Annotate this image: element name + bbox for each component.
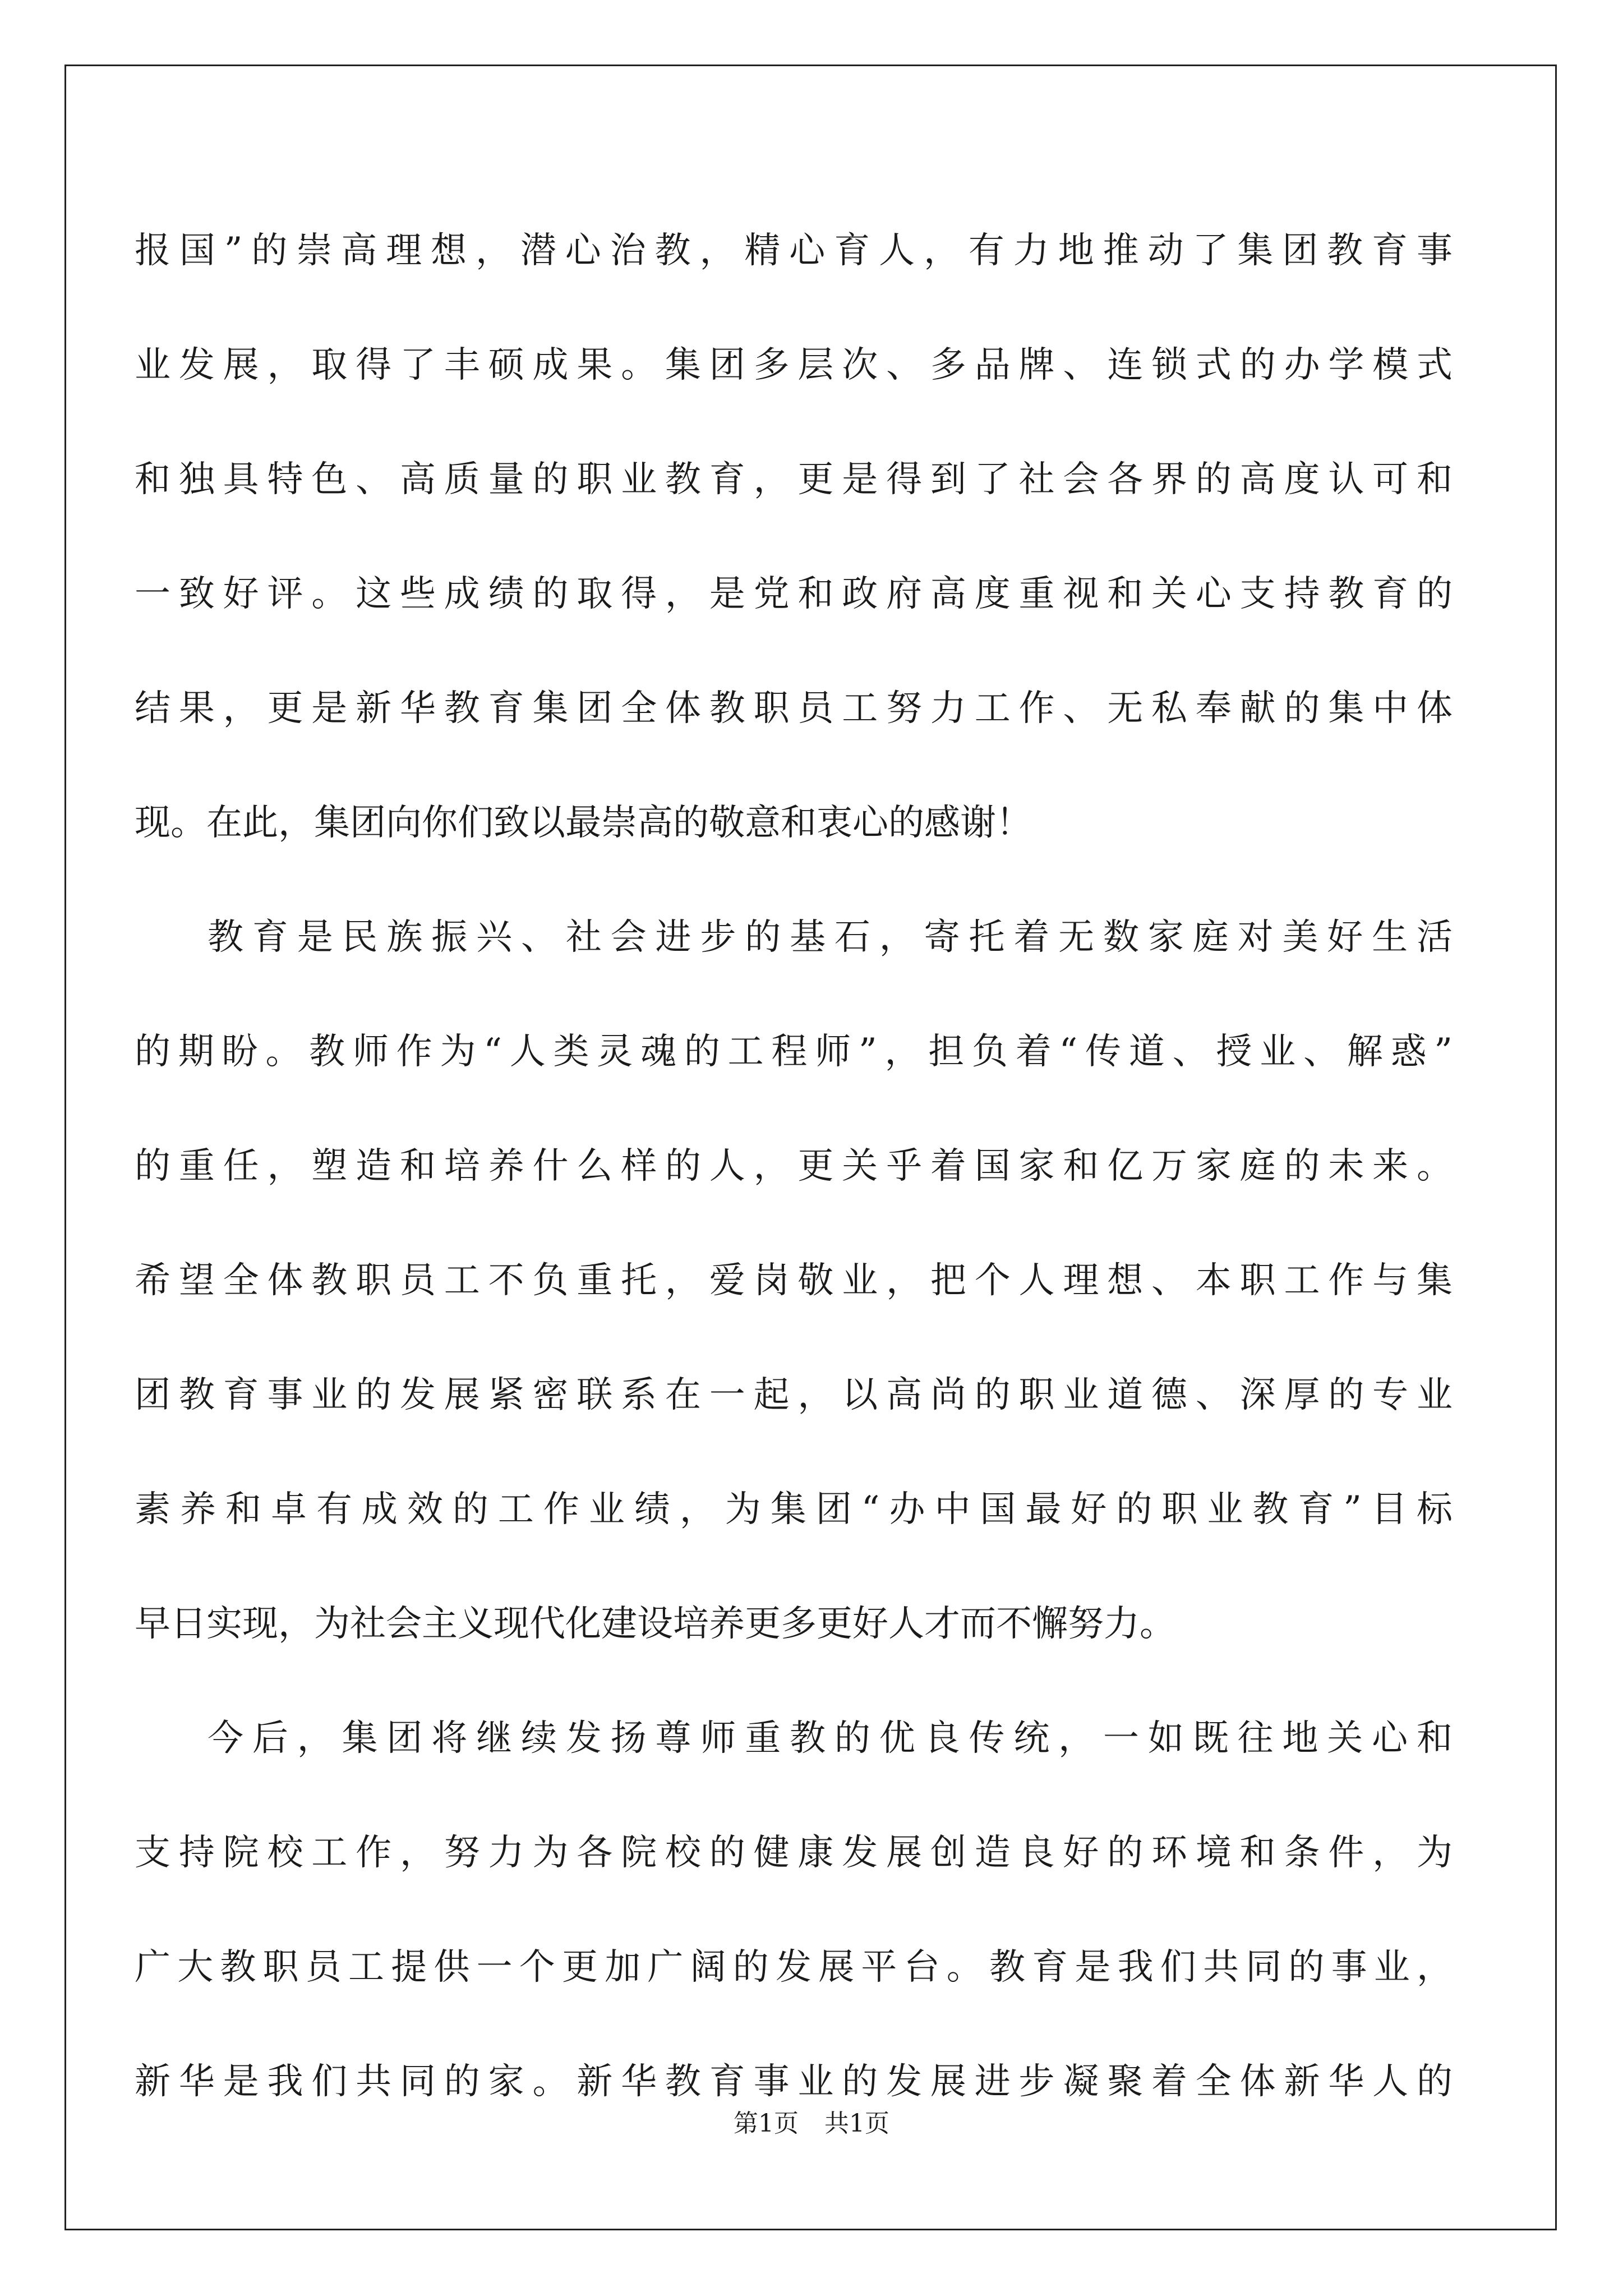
text-line: 广大教职员工提供一个更加广阔的发展平台。教育是我们共同的事业， xyxy=(135,1947,1453,1988)
text-line: 团教育事业的发展紧密联系在一起，以高尚的职业道德、深厚的专业 xyxy=(135,1374,1453,1416)
text-line: 报国”的崇高理想，潜心治教，精心育人，有力地推动了集团教育事 xyxy=(135,230,1453,272)
text-line: 现。在此，集团向你们致以最崇高的敬意和衷心的感谢！ xyxy=(135,802,1032,844)
text-line: 早日实现，为社会主义现代化建设培养更多更好人才而不懈努力。 xyxy=(135,1603,1175,1645)
paragraph-first-line: 今后，集团将继续发扬尊师重教的优良传统，一如既往地关心和 xyxy=(208,1718,1453,1759)
text-line: 一致好评。这些成绩的取得，是党和政府高度重视和关心支持教育的 xyxy=(135,573,1453,615)
text-line: 的期盼。教师作为“人类灵魂的工程师”，担负着“传道、授业、解惑” xyxy=(135,1031,1453,1073)
document-body xyxy=(135,194,1453,2139)
page-number-current: 第1页 xyxy=(734,2109,799,2138)
text-line: 的重任，塑造和培养什么样的人，更关乎着国家和亿万家庭的未来。 xyxy=(135,1145,1453,1187)
text-line: 新华是我们共同的家。新华教育事业的发展进步凝聚着全体新华人的 xyxy=(135,2061,1453,2102)
text-line: 素养和卓有成效的工作业绩，为集团“办中国最好的职业教育”目标 xyxy=(135,1489,1453,1530)
text-line: 业发展，取得了丰硕成果。集团多层次、多品牌、连锁式的办学模式 xyxy=(135,344,1453,386)
text-line: 支持院校工作，努力为各院校的健康发展创造良好的环境和条件，为 xyxy=(135,1832,1453,1874)
page-number-total: 共1页 xyxy=(824,2109,889,2138)
text-line: 结果，更是新华教育集团全体教职员工努力工作、无私奉献的集中体 xyxy=(135,688,1453,729)
text-line: 希望全体教职员工不负重托，爱岗敬业，把个人理想、本职工作与集 xyxy=(135,1260,1453,1301)
paragraph-first-line: 教育是民族振兴、社会进步的基石，寄托着无数家庭对美好生活 xyxy=(208,917,1453,958)
page-footer xyxy=(0,2103,1623,2139)
text-line: 和独具特色、高质量的职业教育，更是得到了社会各界的高度认可和 xyxy=(135,459,1453,500)
